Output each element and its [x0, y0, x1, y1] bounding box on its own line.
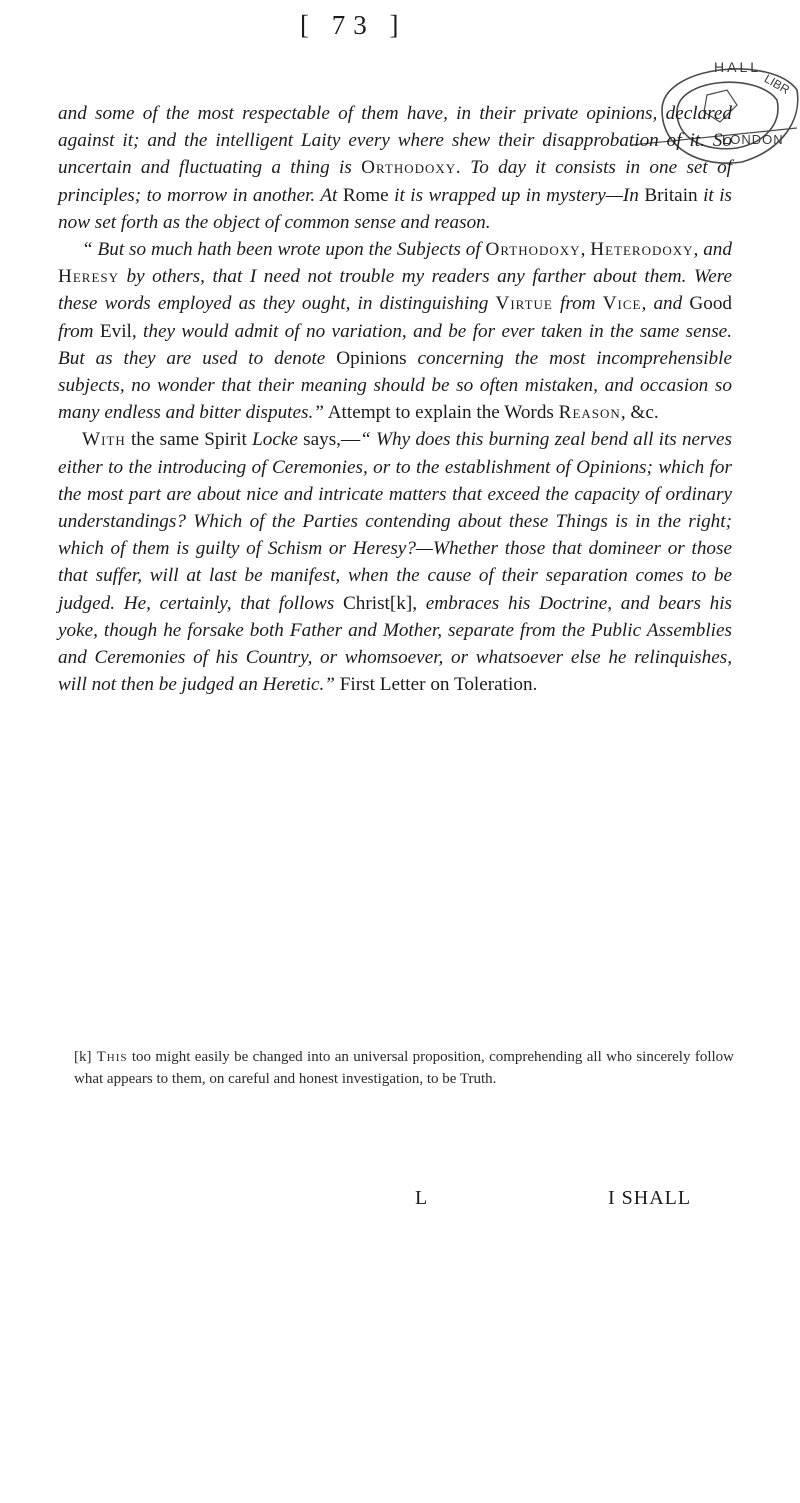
text-run: Vice — [602, 293, 642, 315]
paragraph-1 — [58, 100, 732, 236]
text-run: Attempt to explain the Words — [323, 402, 559, 424]
text-run: Christ[k] — [342, 592, 413, 614]
text-run: it is now set forth as the object of common sense and reason. — [58, 184, 732, 233]
text-run: Virtue — [495, 293, 553, 315]
text-run: Heresy — [58, 266, 120, 288]
text-run: Opinions — [336, 347, 407, 369]
text-run: Good — [689, 293, 733, 315]
catchword: I SHALL — [608, 1187, 692, 1209]
paragraph-3 — [58, 426, 732, 698]
body-text — [58, 100, 732, 698]
text-run: , embraces his Doctrine, and bears his yoke, though he forsake both Father and Mother, separate from the Public Assemblies and Ceremonies of his Country, or whomsoever, or whatsoever else he relinquishes, will not then be judged an Heretic.” — [58, 592, 733, 696]
text-run: . To day it consists in one set of principles; to morrow in another. At — [58, 157, 732, 206]
stamp-fragment-text: LIBR — [761, 71, 792, 97]
signature-mark: L — [415, 1187, 428, 1209]
text-run: “ Why does this burning zeal bend all its nerves either to the introducing of Ceremonies, or to the establishment of Opinions; which for the most part are about nice and intricate matters that exceed the capacity of ordinary understandings? Which of the Parties contending about these Things is in the right; which of them is guilty of Schism or Heresy?—Whether those that domineer or those that suffer, will at last be manifest, when the cause of their separation comes to be judged. He, certainly, that follows — [58, 429, 733, 614]
page-number: [ 73 ] — [300, 10, 407, 40]
paragraph-2 — [58, 236, 732, 426]
text-run: the same Spirit — [125, 429, 253, 451]
text-run: Heterodoxy — [590, 239, 694, 261]
text-run: , they would admit of no variation, and be for ever taken in the same sense. But as they are used to denote — [58, 320, 732, 369]
text-run: and some of the most respectable of them have, in their private opinions, declared against it; and the intelligent Laity every where shew their disapprobation of it. So uncertain and fluctuating a thing is — [58, 103, 732, 179]
footnote-text: too might easily be changed into an universal proposition, comprehending all who sincerely follow what appears to them, on careful and honest investigation, to be Truth. — [74, 1049, 735, 1087]
text-run: concerning the most incomprehensible subjects, no wonder that their meaning should be so often mistaken, and occasion so many endless and bitter disputes.” — [58, 347, 732, 424]
text-run: “ But so much hath been wrote upon the Subjects of — [82, 239, 486, 261]
footnote — [74, 1046, 734, 1090]
text-run: Rome — [342, 184, 389, 206]
text-run: Locke — [252, 429, 298, 451]
text-run: , &c. — [620, 402, 659, 424]
text-run: With — [82, 429, 126, 451]
text-run: from — [58, 320, 100, 342]
text-run: Orthodoxy — [361, 157, 457, 179]
text-run: Reason — [558, 402, 621, 424]
text-run: First Letter on Toleration. — [334, 674, 538, 696]
footnote-lead: This — [91, 1049, 128, 1065]
text-run: , and — [641, 293, 690, 315]
text-run: Evil — [99, 320, 132, 342]
stamp-bottom-text: LONDON — [722, 132, 784, 147]
text-run: Orthodoxy — [485, 239, 581, 261]
text-run: , and — [693, 239, 732, 261]
footnote-mark: [k] — [74, 1049, 92, 1065]
text-run: from — [552, 293, 603, 315]
stamp-top-text: HALL — [714, 59, 762, 75]
text-run: , — [580, 239, 591, 261]
text-run: it is wrapped up in mystery—In — [388, 184, 645, 206]
text-run: by others, that I need not trouble my readers any farther about them. Were these words employed as they ought, in distinguishing — [58, 266, 732, 315]
text-run: Britain — [644, 184, 698, 206]
text-run: says,— — [297, 429, 361, 451]
